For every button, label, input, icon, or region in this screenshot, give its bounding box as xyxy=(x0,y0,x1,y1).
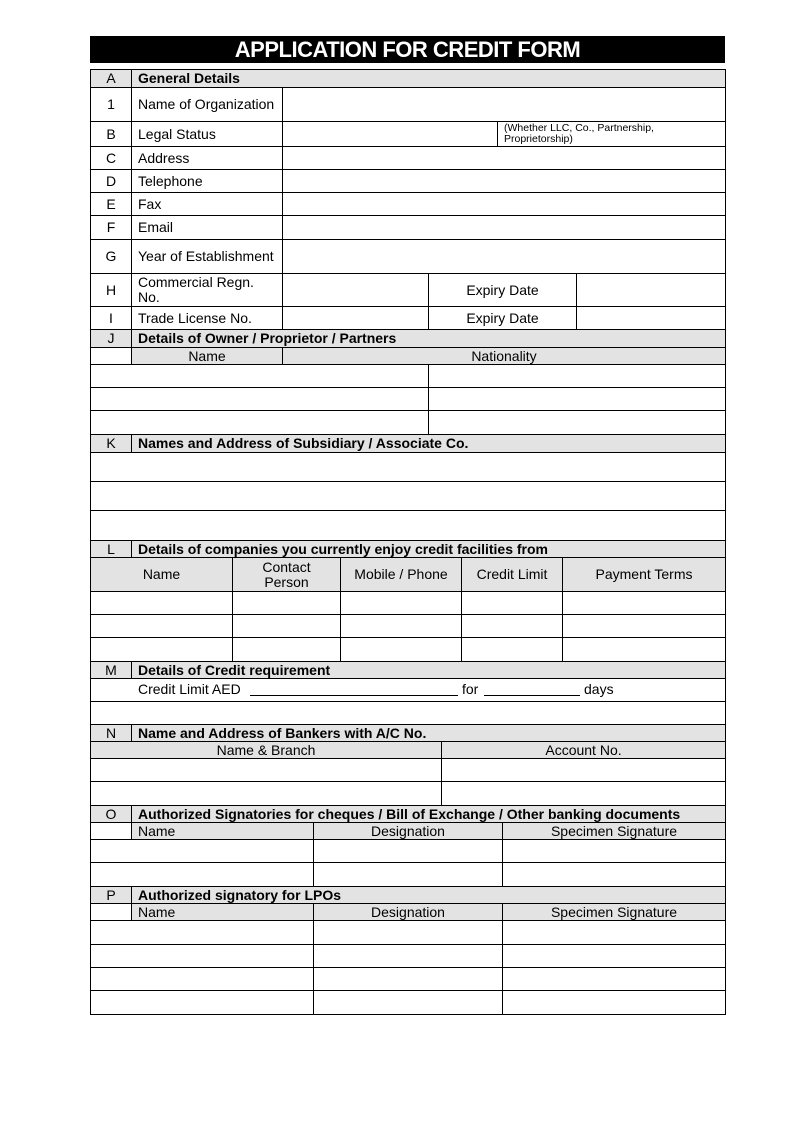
lpo-designation-input[interactable] xyxy=(313,920,503,945)
blank-cell xyxy=(90,822,132,840)
col-header-specimen-signature: Specimen Signature xyxy=(502,822,726,840)
lpo-specimen-signature-input[interactable] xyxy=(502,944,726,968)
signatory-name-input[interactable] xyxy=(90,862,314,887)
lpo-signatory-name-input[interactable] xyxy=(90,920,314,945)
field-input[interactable] xyxy=(282,169,726,193)
blank-cell xyxy=(90,903,132,921)
mobile-phone-input[interactable] xyxy=(340,637,462,662)
field-input[interactable] xyxy=(282,239,726,274)
expiry-date-input[interactable] xyxy=(576,306,726,330)
col-header-credit-limit: Credit Limit xyxy=(461,557,563,592)
row-code: B xyxy=(90,121,132,147)
specimen-signature-input[interactable] xyxy=(502,862,726,887)
field-label: Fax xyxy=(131,192,283,216)
lpo-signatory-name-input[interactable] xyxy=(90,967,314,991)
field-input[interactable] xyxy=(282,306,429,330)
bank-name-branch-input[interactable] xyxy=(90,781,442,806)
bank-name-branch-input[interactable] xyxy=(90,758,442,782)
field-label: Address xyxy=(131,146,283,170)
row-code: G xyxy=(90,239,132,274)
credit-limit-amount-line[interactable] xyxy=(250,695,458,696)
field-label: Telephone xyxy=(131,169,283,193)
section-l-letter: L xyxy=(90,540,132,558)
col-header-name: Name xyxy=(131,347,283,365)
days-label: days xyxy=(584,681,614,697)
lpo-specimen-signature-input[interactable] xyxy=(502,990,726,1015)
blank-cell xyxy=(90,347,132,365)
section-a-title: General Details xyxy=(131,69,726,88)
row-code: H xyxy=(90,273,132,307)
credit-days-line[interactable] xyxy=(484,695,580,696)
owner-name-input[interactable] xyxy=(90,364,429,388)
field-label: Legal Status xyxy=(131,121,283,147)
section-k-letter: K xyxy=(90,434,132,453)
contact-person-input[interactable] xyxy=(232,614,341,638)
credit-limit-label: Credit Limit AED xyxy=(138,681,241,697)
field-label: Email xyxy=(131,215,283,240)
field-label: Commercial Regn. No. xyxy=(131,273,283,307)
col-header-name: Name xyxy=(131,822,314,840)
field-input[interactable] xyxy=(282,192,726,216)
lpo-designation-input[interactable] xyxy=(313,944,503,968)
field-label: Year of Establishment xyxy=(131,239,283,274)
subsidiary-input[interactable] xyxy=(90,510,726,541)
owner-name-input[interactable] xyxy=(90,387,429,411)
payment-terms-input[interactable] xyxy=(562,591,726,615)
section-l-title: Details of companies you currently enjoy credit facilities from xyxy=(131,540,726,558)
col-header-name: Name xyxy=(131,903,314,921)
section-k-title: Names and Address of Subsidiary / Associate Co. xyxy=(131,434,726,453)
row-code: C xyxy=(90,146,132,170)
mobile-phone-input[interactable] xyxy=(340,591,462,615)
row-code: 1 xyxy=(90,87,132,122)
row-code: E xyxy=(90,192,132,216)
name-input[interactable] xyxy=(90,591,233,615)
signatory-designation-input[interactable] xyxy=(313,862,503,887)
expiry-date-input[interactable] xyxy=(576,273,726,307)
section-p-title: Authorized signatory for LPOs xyxy=(131,886,726,904)
owner-nationality-input[interactable] xyxy=(428,387,726,411)
field-input[interactable] xyxy=(282,87,726,122)
field-input[interactable] xyxy=(282,273,429,307)
credit-limit-input[interactable] xyxy=(461,637,563,662)
col-header-account-no: Account No. xyxy=(441,741,726,759)
col-header-designation: Designation xyxy=(313,903,503,921)
lpo-signatory-name-input[interactable] xyxy=(90,944,314,968)
owner-nationality-input[interactable] xyxy=(428,364,726,388)
col-header-payment-terms: Payment Terms xyxy=(562,557,726,592)
row-code: D xyxy=(90,169,132,193)
owner-name-input[interactable] xyxy=(90,410,429,435)
lpo-specimen-signature-input[interactable] xyxy=(502,967,726,991)
col-header-designation: Designation xyxy=(313,822,503,840)
subsidiary-input[interactable] xyxy=(90,481,726,511)
field-label: Name of Organization xyxy=(131,87,283,122)
section-a-letter: A xyxy=(90,69,132,88)
row-code: I xyxy=(90,306,132,330)
legal-status-note: (Whether LLC, Co., Partnership, Proprietorship) xyxy=(497,121,726,147)
col-header-contact-person: Contact Person xyxy=(232,557,341,592)
subsidiary-input[interactable] xyxy=(90,452,726,482)
field-label: Trade License No. xyxy=(131,306,283,330)
legal-status-input[interactable] xyxy=(282,121,498,147)
section-o-letter: O xyxy=(90,805,132,823)
signatory-name-input[interactable] xyxy=(90,839,314,863)
field-input[interactable] xyxy=(282,146,726,170)
account-no-input[interactable] xyxy=(441,758,726,782)
expiry-date-label: Expiry Date xyxy=(428,273,577,307)
section-n-title: Name and Address of Bankers with A/C No. xyxy=(131,724,726,742)
field-input[interactable] xyxy=(282,215,726,240)
lpo-specimen-signature-input[interactable] xyxy=(502,920,726,945)
signatory-designation-input[interactable] xyxy=(313,839,503,863)
section-m-letter: M xyxy=(90,661,132,679)
col-header-mobile-phone: Mobile / Phone xyxy=(340,557,462,592)
credit-limit-input[interactable] xyxy=(461,614,563,638)
credit-requirement-blank[interactable] xyxy=(90,701,726,725)
lpo-designation-input[interactable] xyxy=(313,990,503,1015)
col-header-specimen-signature: Specimen Signature xyxy=(502,903,726,921)
mobile-phone-input[interactable] xyxy=(340,614,462,638)
lpo-signatory-name-input[interactable] xyxy=(90,990,314,1015)
expiry-date-label: Expiry Date xyxy=(428,306,577,330)
section-p-letter: P xyxy=(90,886,132,904)
section-j-title: Details of Owner / Proprietor / Partners xyxy=(131,329,726,348)
contact-person-input[interactable] xyxy=(232,591,341,615)
account-no-input[interactable] xyxy=(441,781,726,806)
name-input[interactable] xyxy=(90,637,233,662)
section-m-title: Details of Credit requirement xyxy=(131,661,726,679)
col-header-name: Name xyxy=(90,557,233,592)
form-title: APPLICATION FOR CREDIT FORM xyxy=(90,36,725,63)
row-code: F xyxy=(90,215,132,240)
section-o-title: Authorized Signatories for cheques / Bill of Exchange / Other banking documents xyxy=(131,805,726,823)
specimen-signature-input[interactable] xyxy=(502,839,726,863)
col-header-name-branch: Name & Branch xyxy=(90,741,442,759)
payment-terms-input[interactable] xyxy=(562,637,726,662)
for-label: for xyxy=(462,681,479,697)
col-header-nationality: Nationality xyxy=(282,347,726,365)
section-j-letter: J xyxy=(90,329,132,348)
section-n-letter: N xyxy=(90,724,132,742)
lpo-designation-input[interactable] xyxy=(313,967,503,991)
owner-nationality-input[interactable] xyxy=(428,410,726,435)
credit-limit-input[interactable] xyxy=(461,591,563,615)
contact-person-input[interactable] xyxy=(232,637,341,662)
name-input[interactable] xyxy=(90,614,233,638)
payment-terms-input[interactable] xyxy=(562,614,726,638)
